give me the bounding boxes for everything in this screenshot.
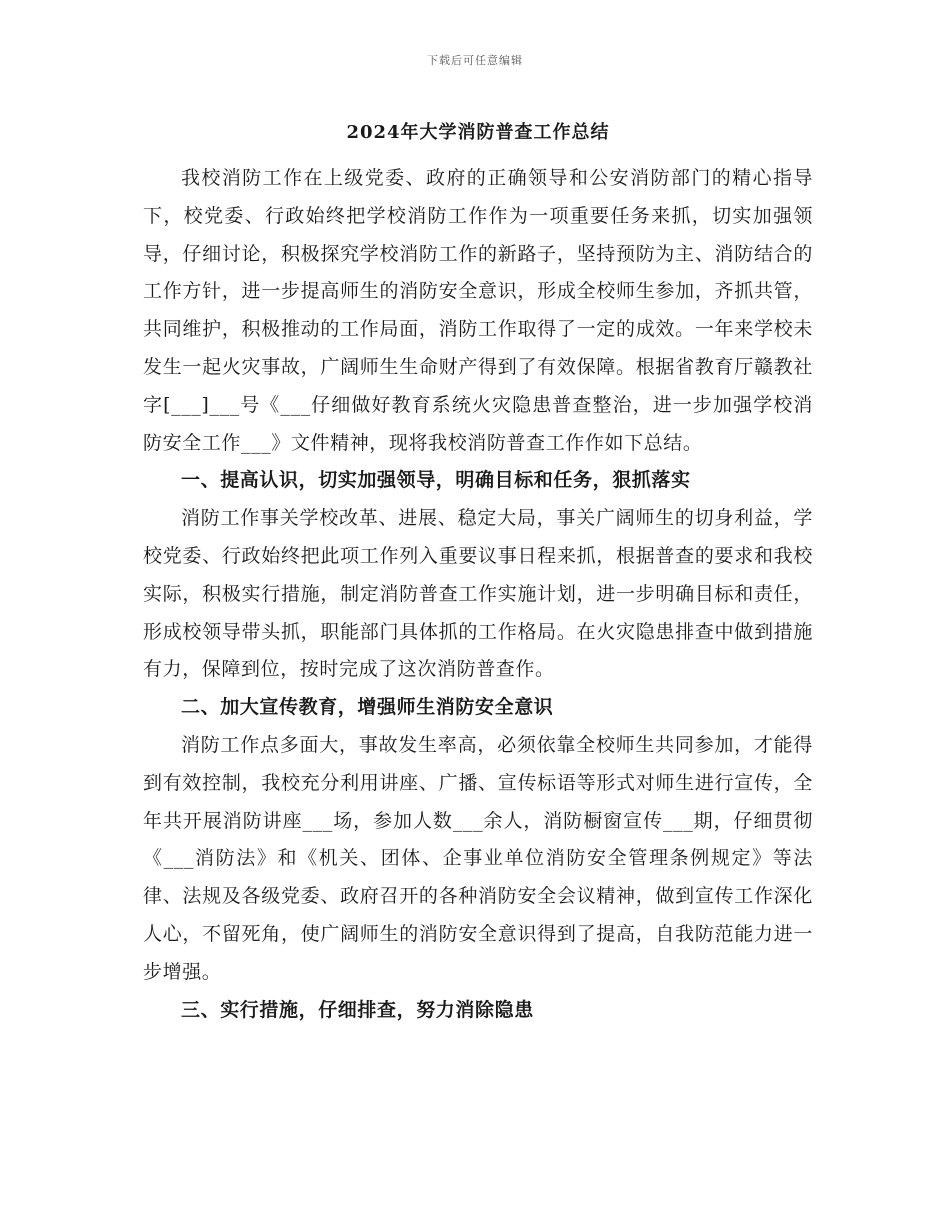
intro-paragraph: 我校消防工作在上级党委、政府的正确领导和公安消防部门的精心指导下，校党委、行政始终把学校消防工作作为一项重要任务来抓，切实加强领导，仔细讨论，积极探究学校消防工作的新路子，坚持预防为主、消防结合的工作方针，进一步提高师生的消防安全意识，形成全校师生参加，齐抓共管，共同维护，积极推动的工作局面，消防工作取得了一定的成效。一年来学校未发生一起火灾事故，广阔师生生命财产得到了有效保障。根据省教育厅赣教社字[___]___号《___仔细做好教育系统火灾隐患普查整治，进一步加强学校消防安全工作___》文件精神，现将我校消防普查工作作如下总结。 bbox=[143, 167, 813, 454]
section-heading-1: 一、提高认识，切实加强领导，明确目标和任务，狠抓落实 bbox=[181, 469, 691, 492]
header-note: 下载后可任意编辑 bbox=[427, 54, 523, 67]
section-heading-3: 三、实行措施，仔细排查，努力消除隐患 bbox=[181, 998, 534, 1021]
section-body-1: 消防工作事关学校改革、进展、稳定大局，事关广阔师生的切身利益，学校党委、行政始终把此项工作列入重要议事日程来抓，根据普查的要求和我校实际，积极实行措施，制定消防普查工作实施计划，进一步明确目标和责任，形成校领导带头抓，职能部门具体抓的工作格局。在火灾隐患排查中做到措施有力，保障到位，按时完成了这次消防普查作。 bbox=[143, 507, 813, 681]
document-title: 2024年大学消防普查工作总结 bbox=[346, 122, 610, 143]
section-body-2: 消防工作点多面大，事故发生率高，必须依靠全校师生共同参加，才能得到有效控制，我校充分利用讲座、广播、宣传标语等形式对师生进行宣传，全年共开展消防讲座___场，参加人数___余人，消防橱窗宣传___期，仔细贯彻《___消防法》和《机关、团体、企事业单位消防安全管理条例规定》等法律、法规及各级党委、政府召开的各种消防安全会议精神，做到宣传工作深化人心，不留死角，使广阔师生的消防安全意识得到了提高，自我防范能力进一步增强。 bbox=[143, 733, 813, 983]
document-body bbox=[143, 118, 813, 1029]
section-heading-2: 二、加大宣传教育，增强师生消防安全意识 bbox=[181, 696, 554, 719]
